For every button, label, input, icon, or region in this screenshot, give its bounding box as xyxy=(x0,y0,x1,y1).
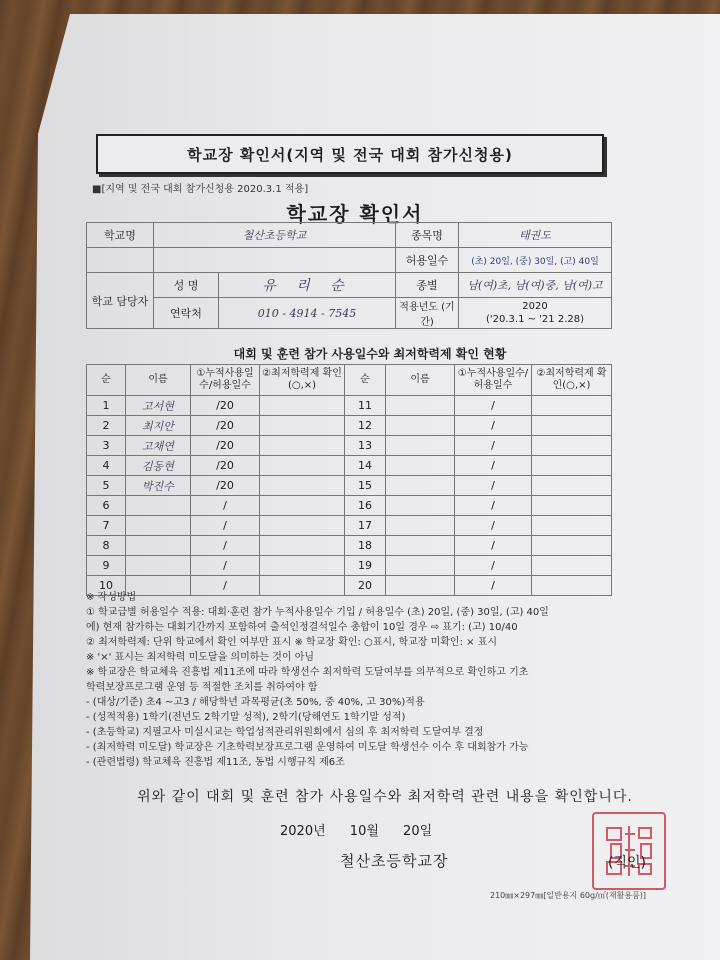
row-check xyxy=(260,416,345,436)
school-empty xyxy=(87,248,154,273)
row-no: 11 xyxy=(345,396,386,416)
row-name xyxy=(126,516,191,536)
subtitle: ■[지역 및 전국 대회 참가신청용 2020.3.1 적용] xyxy=(92,184,309,195)
col-days-left: ①누적사용일수/허용일수 xyxy=(191,365,260,396)
row-days: / xyxy=(455,396,532,416)
row-name: 김동현 xyxy=(126,456,191,476)
contact-value: 010 - 4914 - 7545 xyxy=(219,298,396,329)
name-label: 성 명 xyxy=(154,273,219,298)
table-row xyxy=(87,456,612,476)
contact-label: 연락처 xyxy=(154,298,219,329)
school-empty-2 xyxy=(154,248,396,273)
note-line: ※ 작성방법 xyxy=(86,592,137,603)
row-check xyxy=(532,476,612,496)
table-row xyxy=(87,556,612,576)
table-row xyxy=(87,416,612,436)
note-line: ※ 학교장은 학교체육 진흥법 제11조에 따라 학생선수 최저학력 도달여부를 의무적으로 확인하고 기초 xyxy=(86,667,529,678)
row-check xyxy=(260,516,345,536)
table-row xyxy=(87,536,612,556)
row-check xyxy=(532,456,612,476)
row-days: / xyxy=(455,556,532,576)
row-no: 18 xyxy=(345,536,386,556)
row-no: 15 xyxy=(345,476,386,496)
year-cell xyxy=(459,298,612,329)
row-name xyxy=(386,396,455,416)
row-no: 5 xyxy=(87,476,126,496)
row-days: / xyxy=(191,556,260,576)
row-days: / xyxy=(455,416,532,436)
confirm-text: 위와 같이 대회 및 훈련 참가 사용일수와 최저학력 관련 내용을 확인합니다. xyxy=(137,789,633,805)
note-line: - (관련법령) 학교체육 진흥법 제11조, 동법 시행규칙 제6조 xyxy=(86,757,345,768)
row-no: 2 xyxy=(87,416,126,436)
row-check xyxy=(532,516,612,536)
row-days: /20 xyxy=(191,456,260,476)
paper-spec: 210㎜×297㎜[일반용지 60g/㎡(재활용품)] xyxy=(490,891,647,900)
table-row xyxy=(87,516,612,536)
row-no: 13 xyxy=(345,436,386,456)
row-name xyxy=(386,436,455,456)
row-check xyxy=(532,436,612,456)
row-no: 8 xyxy=(87,536,126,556)
row-name xyxy=(386,556,455,576)
event-value: 태권도 xyxy=(459,223,612,248)
row-no: 20 xyxy=(345,576,386,596)
col-name-right: 이름 xyxy=(386,365,455,396)
row-no: 6 xyxy=(87,496,126,516)
title-box: 학교장 확인서(지역 및 전국 대회 참가신청용) xyxy=(96,134,604,174)
row-days: / xyxy=(191,536,260,556)
table-row xyxy=(87,396,612,416)
row-name xyxy=(126,496,191,516)
row-name: 최지안 xyxy=(126,416,191,436)
row-name xyxy=(386,416,455,436)
table-row xyxy=(87,436,612,456)
row-days: / xyxy=(455,476,532,496)
row-check xyxy=(532,416,612,436)
row-days: / xyxy=(455,516,532,536)
row-name xyxy=(386,496,455,516)
row-days: / xyxy=(191,516,260,536)
year-label: 적용년도 (기간) xyxy=(396,298,459,329)
note-line: - (최저학력 미도달) 학교장은 기초학력보장프로그램 운영하여 미도달 학생선수 이수 후 대회참가 가능 xyxy=(86,742,529,753)
row-check xyxy=(260,396,345,416)
note-line: - (성적적용) 1학기(전년도 2학기말 성적), 2학기(당해연도 1학기말 성적) xyxy=(86,712,406,723)
row-no: 19 xyxy=(345,556,386,576)
row-name xyxy=(386,536,455,556)
col-no-right: 순 xyxy=(345,365,386,396)
school-value: 철산초등학교 xyxy=(154,223,396,248)
row-no: 7 xyxy=(87,516,126,536)
row-no: 9 xyxy=(87,556,126,576)
gender-label: 종별 xyxy=(396,273,459,298)
row-days: /20 xyxy=(191,416,260,436)
school-label: 학교명 xyxy=(87,223,154,248)
signer: 철산초등학교장 xyxy=(340,852,449,870)
note-line: 에) 현재 참가하는 대회기간까지 포함하여 출석인정결석일수 총합이 10일 경우 ⇨ 표기: (고) 10/40 xyxy=(86,622,518,633)
row-name xyxy=(126,556,191,576)
row-no: 14 xyxy=(345,456,386,476)
row-no: 12 xyxy=(345,416,386,436)
event-label: 종목명 xyxy=(396,223,459,248)
section-title: 대회 및 훈련 참가 사용일수와 최저학력제 확인 현황 xyxy=(233,347,507,361)
year-value: 2020 xyxy=(522,301,548,312)
row-days: / xyxy=(191,576,260,596)
name-value: 유 리 순 xyxy=(219,273,396,298)
row-check xyxy=(532,536,612,556)
row-days: /20 xyxy=(191,476,260,496)
row-name xyxy=(386,476,455,496)
allowed-label: 허용일수 xyxy=(396,248,459,273)
col-check-left: ②최저학력제 확인(○,×) xyxy=(260,365,345,396)
official-seal-stamp xyxy=(592,812,666,890)
notes xyxy=(86,590,686,770)
note-line: ※ '×' 표시는 최저학력 미도달을 의미하는 것이 아님 xyxy=(86,652,315,663)
row-check xyxy=(260,456,345,476)
seal-glyph-icon xyxy=(599,820,659,882)
row-no: 4 xyxy=(87,456,126,476)
row-check xyxy=(260,536,345,556)
row-name: 박진수 xyxy=(126,476,191,496)
row-days: / xyxy=(455,456,532,476)
note-line: ② 최저학력제: 단위 학교에서 확인 여부만 표시 ※ 학교장 확인: ○표시, 학교장 미확인: × 표시 xyxy=(86,637,498,648)
year-range: ('20.3.1 ~ '21 2.28) xyxy=(485,314,584,325)
info-table xyxy=(86,222,612,329)
teacher-label: 학교 담당자 xyxy=(87,273,154,329)
note-line: ① 학교급별 허용일수 적용: 대회·훈련 참가 누적사용일수 기입 / 허용일수 (초) 20일, (중) 30일, (고) 40일 xyxy=(86,607,549,618)
table-row xyxy=(87,496,612,516)
row-days: / xyxy=(455,576,532,596)
row-check xyxy=(532,556,612,576)
row-days: / xyxy=(455,496,532,516)
row-check xyxy=(532,496,612,516)
participant-table xyxy=(86,364,612,596)
row-days: / xyxy=(455,536,532,556)
row-no: 10 xyxy=(87,576,126,596)
row-name: 고서현 xyxy=(126,396,191,416)
row-days: /20 xyxy=(191,396,260,416)
row-check xyxy=(260,556,345,576)
date-day: 20일 xyxy=(403,824,433,839)
date-line xyxy=(280,820,432,839)
date-month: 10월 xyxy=(349,824,379,839)
row-name xyxy=(386,516,455,536)
row-days: / xyxy=(191,496,260,516)
row-check xyxy=(532,396,612,416)
table-row xyxy=(87,476,612,496)
allowed-value: (초) 20일, (중) 30일, (고) 40일 xyxy=(459,248,612,273)
row-check xyxy=(260,496,345,516)
row-no: 17 xyxy=(345,516,386,536)
col-check-right: ②최저학력제 확인(○,×) xyxy=(532,365,612,396)
row-no: 3 xyxy=(87,436,126,456)
col-no-left: 순 xyxy=(87,365,126,396)
table-header-row xyxy=(87,365,612,396)
date-year: 2020년 xyxy=(280,824,326,839)
row-days: /20 xyxy=(191,436,260,456)
row-name: 고채연 xyxy=(126,436,191,456)
main-title: 학교장 확인서 xyxy=(286,202,424,226)
row-check xyxy=(260,476,345,496)
note-line: - (초등학교) 지필고사 미실시교는 학업성적관리위원회에서 심의 후 최저학력 도달여부 결정 xyxy=(86,727,484,738)
note-line: - (대상/기준) 초4 ~고3 / 해당학년 과목평균(초 50%, 중 40%, 고 30%)적용 xyxy=(86,697,425,708)
row-no: 1 xyxy=(87,396,126,416)
table-body xyxy=(87,396,612,596)
row-name xyxy=(126,536,191,556)
row-no: 16 xyxy=(345,496,386,516)
seal-label: (직인) xyxy=(608,855,646,871)
col-days-right: ①누적사용일수/허용일수 xyxy=(455,365,532,396)
row-days: / xyxy=(455,436,532,456)
row-name xyxy=(386,456,455,476)
col-name-left: 이름 xyxy=(126,365,191,396)
note-line: 학력보장프로그램 운영 등 적절한 조치를 취하여야 함 xyxy=(86,682,318,693)
gender-value: 남(여)초, 남(여)중, 남(여)고 xyxy=(459,273,612,298)
row-check xyxy=(260,436,345,456)
